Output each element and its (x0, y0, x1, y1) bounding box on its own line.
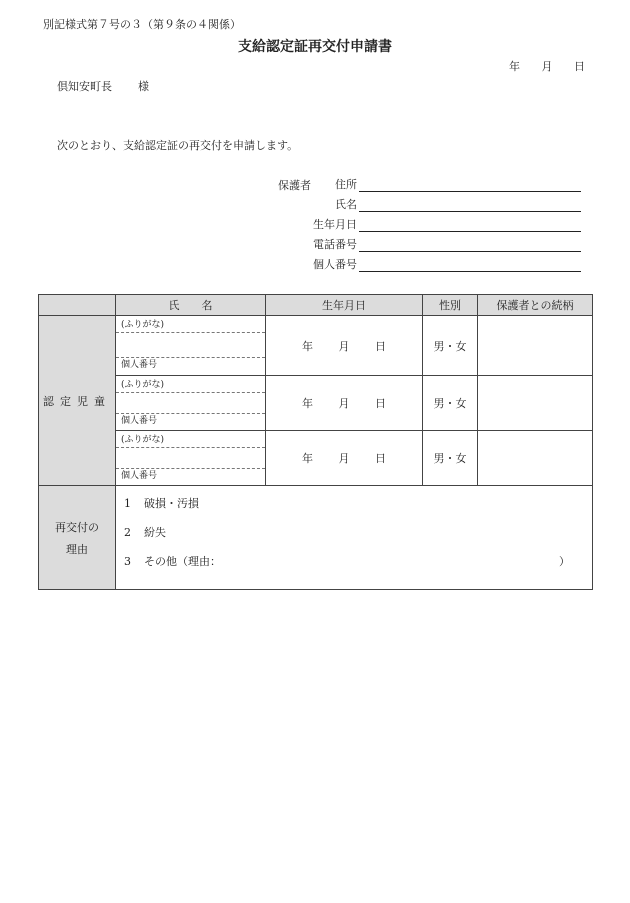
table-row (39, 376, 593, 431)
reason-number: 2 (124, 526, 131, 539)
child-name-cell[interactable] (116, 431, 266, 486)
field-label: 電話番号 (313, 238, 357, 251)
child-dob-cell[interactable]: 年 月 日 (266, 376, 423, 431)
reason-number: 1 (124, 497, 131, 510)
addressee (57, 78, 149, 94)
furigana-label: (ふりがな) (116, 319, 265, 333)
table-row (39, 431, 593, 486)
header-relation: 保護者との続柄 (478, 295, 593, 316)
header-dob: 生年月日 (266, 295, 423, 316)
mynumber-label: 個人番号 (121, 415, 158, 426)
reason-close-paren: ） (559, 555, 570, 568)
child-relation-cell[interactable] (478, 376, 593, 431)
field-label: 住所 (335, 178, 357, 191)
children-table (38, 294, 593, 590)
guardian-mynumber-field[interactable] (300, 256, 581, 274)
form-title: 支給認定証再交付申請書 (238, 39, 392, 55)
intro-text: 次のとおり、支給認定証の再交付を申請します。 (57, 139, 299, 152)
child-name-cell[interactable] (116, 376, 266, 431)
reason-text: 紛失 (144, 526, 166, 539)
child-dob-cell[interactable]: 年 月 日 (266, 431, 423, 486)
field-label: 氏名 (335, 198, 357, 211)
reason-lost[interactable] (124, 523, 592, 552)
reason-text: その他（理由： (144, 555, 221, 568)
field-line (359, 251, 581, 252)
reason-number: 3 (124, 555, 131, 568)
table-row (39, 316, 593, 376)
guardian-dob-field[interactable] (300, 216, 581, 234)
header-name: 氏 名 (116, 295, 266, 316)
form-header-note: 別記様式第７号の３（第９条の４関係） (43, 18, 241, 31)
reason-text: 破損・汚損 (144, 497, 199, 510)
field-label: 生年月日 (313, 218, 357, 231)
child-relation-cell[interactable] (478, 431, 593, 486)
reason-label-line1: 再交付の (55, 520, 99, 534)
child-gender-cell[interactable]: 男・女 (423, 431, 478, 486)
reason-other[interactable] (124, 552, 592, 581)
name-input[interactable] (116, 333, 265, 358)
guardian-name-field[interactable] (300, 196, 581, 214)
reason-label-line2: 理由 (66, 542, 88, 556)
furigana-label: (ふりがな) (116, 434, 265, 448)
child-dob-cell[interactable]: 年 月 日 (266, 316, 423, 376)
mynumber-label: 個人番号 (121, 360, 158, 370)
header-gender: 性別 (423, 295, 478, 316)
child-relation-cell[interactable] (478, 316, 593, 376)
reason-damage[interactable] (124, 494, 592, 523)
guardian-label: 保護者 (278, 179, 311, 192)
field-label: 個人番号 (313, 258, 357, 271)
table-header-row (39, 295, 593, 316)
mynumber-label: 個人番号 (121, 470, 158, 481)
field-line (359, 271, 581, 272)
field-line (359, 211, 581, 212)
addressee-name: 倶知安町長 (57, 80, 112, 93)
honorific: 様 (138, 80, 149, 93)
field-line (359, 191, 581, 192)
child-gender-cell[interactable]: 男・女 (423, 316, 478, 376)
reason-label (39, 486, 116, 590)
child-gender-cell[interactable]: 男・女 (423, 376, 478, 431)
application-date: 年 月 日 (509, 60, 585, 73)
guardian-phone-field[interactable] (300, 236, 581, 254)
reason-row (39, 486, 593, 590)
child-label: 認定児童 (39, 316, 116, 486)
field-line (359, 231, 581, 232)
reason-options (116, 486, 593, 590)
name-input[interactable] (116, 393, 265, 414)
header-blank (39, 295, 116, 316)
name-input[interactable] (116, 448, 265, 469)
child-name-cell[interactable] (116, 316, 266, 376)
guardian-address-field[interactable] (300, 176, 581, 194)
furigana-label: (ふりがな) (116, 379, 265, 393)
